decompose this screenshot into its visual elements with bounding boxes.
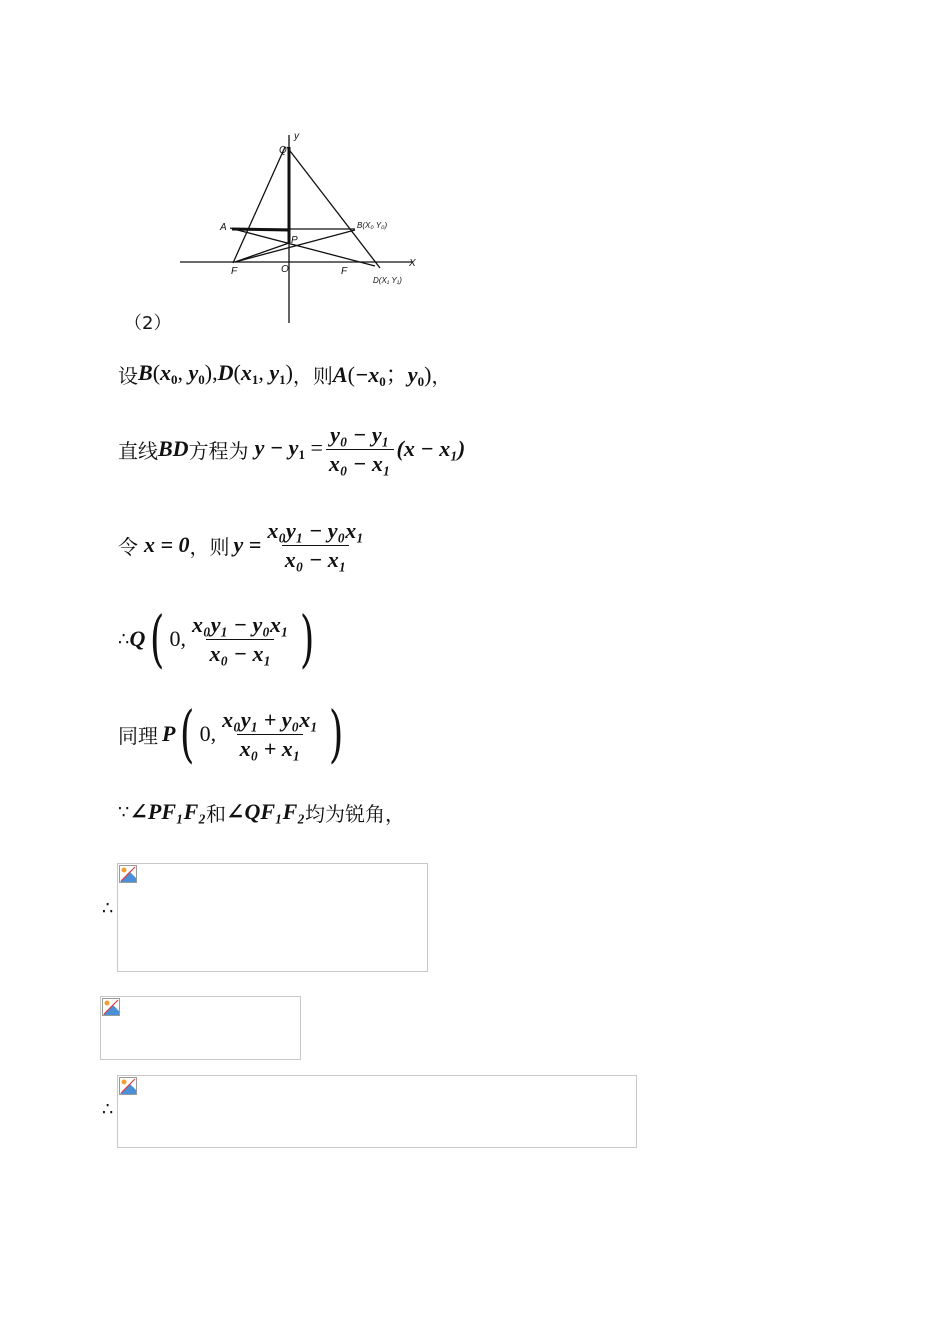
line-q-d (287, 147, 380, 268)
step-4-zero: 0, (169, 626, 187, 651)
geometry-figure (175, 125, 425, 330)
step-1 (118, 356, 451, 392)
label-b: B(X₀ Y₀) (357, 221, 388, 230)
step-5-p: P (162, 721, 176, 746)
label-x: X (409, 258, 416, 269)
step-4-pre: ∴ (118, 628, 130, 650)
step-3-fraction: $\frac{\text{x₀y₁ − y₀x₁}}{\text{x₀ − x₁}}$ (267, 517, 364, 572)
step-4-rparen: ) (299, 602, 314, 675)
segment-p-f1 (235, 243, 289, 262)
label-a: A (220, 222, 227, 233)
label-y: y (294, 131, 299, 142)
segment-a-p (232, 229, 289, 230)
figure-caption: （2） (124, 313, 172, 334)
step-3-lhs: y = (233, 532, 262, 557)
step-3-cond: x = 0 (144, 532, 190, 557)
step-1-end: ， (431, 363, 452, 388)
step-1-pre: 设 (118, 363, 138, 388)
therefore-symbol-1: ∴ (102, 898, 114, 919)
label-d: D(X₁ Y₁) (373, 276, 402, 285)
step-2-rhs: (x − x₁) (396, 436, 466, 461)
broken-image-2 (100, 996, 301, 1060)
step-2-lhs: $y - y_1$ = (254, 435, 323, 462)
step-5-pre: 同理 (118, 723, 158, 748)
step-6-angle-2: ∠QF₁F₂ (226, 799, 306, 824)
step-2 (118, 418, 465, 480)
step-2-mid: 方程为 (188, 438, 249, 463)
label-o: O (281, 264, 289, 275)
label-q: Q (279, 145, 287, 156)
step-5-lparen: ( (180, 697, 195, 770)
broken-image-icon (118, 1076, 138, 1096)
step-2-pre: 直线 (118, 438, 158, 463)
step-6-post: 均为锐角， (305, 801, 406, 826)
broken-image-1 (117, 863, 428, 972)
step-4 (118, 603, 319, 675)
step-2-fraction: $\frac{\text{y₀ − y₁}}{\text{x₀ − x₁}}$ (326, 422, 394, 477)
broken-image-3 (117, 1075, 637, 1148)
step-4-fraction: $\frac{\text{x₀y₁ − y₀x₁}}{\text{x₀ − x₁}}$ (192, 611, 289, 666)
step-5-fraction: $\frac{\text{x₀y₁ + y₀x₁}}{\text{x₀ + x₁}}$ (222, 706, 318, 761)
therefore-symbol-2: ∴ (102, 1099, 114, 1120)
label-p: P (291, 235, 298, 246)
step-6-angle-1: ∠PF₁F₂ (129, 799, 207, 824)
label-f1: F (231, 266, 238, 277)
step-4-q: Q (129, 626, 146, 651)
step-2-bd: BD (158, 436, 189, 461)
step-5-zero: 0, (199, 721, 217, 746)
label-f2: F (341, 266, 348, 277)
broken-image-icon (101, 997, 121, 1017)
step-5 (118, 698, 348, 770)
step-3-pre: 令 (118, 534, 138, 559)
step-1-a: $A(-x_0$；$y_0$) (332, 362, 432, 389)
step-6 (118, 795, 405, 829)
step-1-then: ，则 (292, 363, 333, 388)
step-6-and: 和 (206, 801, 227, 826)
step-1-math: $B(x_0$, $y_0),D(x_1$, $y_1$) (138, 360, 293, 387)
broken-image-icon (118, 864, 138, 884)
step-3 (118, 514, 370, 576)
step-5-rparen: ) (328, 697, 344, 770)
step-4-lparen: ( (150, 602, 165, 675)
step-6-pre: ∵ (118, 801, 130, 823)
line-f1-q (233, 147, 285, 263)
step-3-then: ，则 (189, 534, 230, 559)
